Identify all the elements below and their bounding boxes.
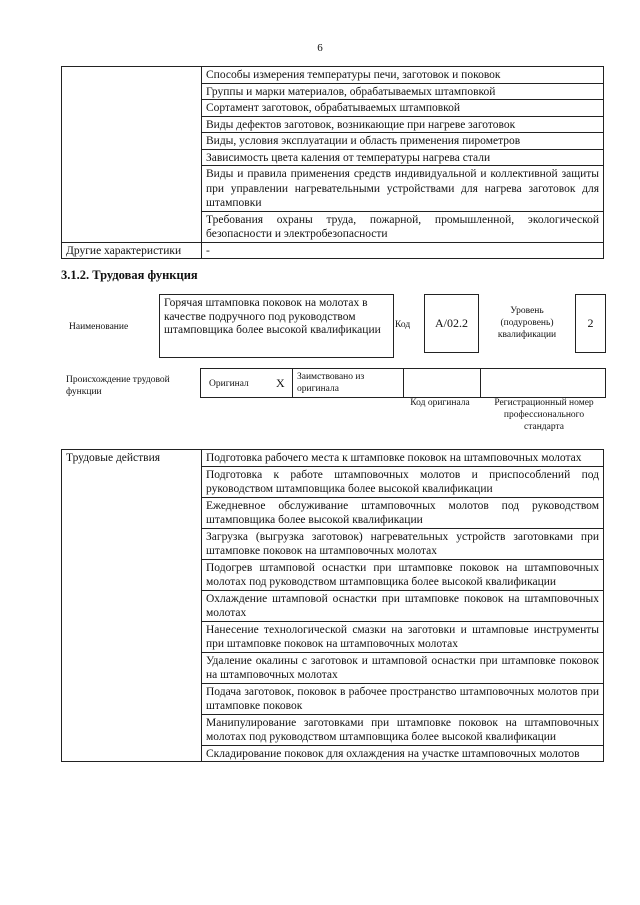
action-item: Ежедневное обслуживание штамповочных молотов под руководством штамповщика более высокой квалификации <box>202 497 604 528</box>
section-heading: 3.1.2. Трудовая функция <box>61 268 198 282</box>
page-number: 6 <box>317 42 323 54</box>
actions-table <box>61 449 604 762</box>
action-item: Охлаждение штамповой оснастки при штамповке поковок на штамповочных молотах <box>202 590 604 621</box>
name-label: Наименование <box>69 322 129 332</box>
action-item: Манипулирование заготовками при штамповке поковок на штамповочных молотах под руководством штамповщика более высокой квалификации <box>202 714 604 745</box>
divider <box>403 369 404 397</box>
origin-label: Происхождение трудовой функции <box>66 375 170 397</box>
divider <box>480 369 481 397</box>
action-item: Подогрев штамповой оснастки при штамповке поковок на штамповочных молотах под руководством штамповщика более высокой квалификации <box>202 559 604 590</box>
original-label: Оригинал <box>209 379 249 389</box>
origin-box <box>200 368 606 398</box>
action-item: Подготовка рабочего места к штамповке поковок на штамповочных молотах <box>202 450 604 467</box>
knowledge-item: Зависимость цвета каления от температуры нагрева стали <box>202 149 604 166</box>
original-mark: X <box>276 376 285 390</box>
level-label: Уровень (подуровень) квалификации <box>497 306 557 340</box>
knowledge-table <box>61 66 604 259</box>
divider <box>292 369 293 397</box>
reg-number-label: Регистрационный номер профессионального стандарта <box>494 398 594 432</box>
actions-label: Трудовые действия <box>62 450 202 762</box>
level-value: 2 <box>575 294 606 353</box>
borrowed-label: Заимствовано из оригинала <box>297 372 365 394</box>
action-item: Удаление окалины с заготовок и штамповой оснастки при штамповке поковок на штамповочных молотах <box>202 652 604 683</box>
code-original-label: Код оригинала <box>410 398 470 408</box>
other-characteristics-value: - <box>202 242 604 259</box>
other-characteristics-label: Другие характеристики <box>62 242 202 259</box>
action-item: Складирование поковок для охлаждения на участке штамповочных молотов <box>202 745 604 762</box>
action-item: Подготовка к работе штамповочных молотов и приспособлений под руководством штамповщика более высокой квалификации <box>202 466 604 497</box>
knowledge-item: Способы измерения температуры печи, заготовок и поковок <box>202 67 604 84</box>
action-item: Загрузка (выгрузка заготовок) нагревательных устройств заготовками при штамповке поковок на штамповочных молотах <box>202 528 604 559</box>
knowledge-item: Виды, условия эксплуатации и область применения пирометров <box>202 133 604 150</box>
knowledge-item: Виды и правила применения средств индивидуальной и коллективной защиты при управлении нагревательными устройствами для нагрева заготовок для штамповки <box>202 166 604 212</box>
empty-label-cell <box>62 67 202 243</box>
function-name-value: Горячая штамповка поковок на молотах в качестве подручного под руководством штамповщика более высокой квалификации <box>159 294 394 358</box>
knowledge-item: Требования охраны труда, пожарной, промышленной, экологической безопасности и электробезопасности <box>202 211 604 242</box>
action-item: Нанесение технологической смазки на заготовки и штамповые инструменты при штамповке поковок на штамповочных молотах <box>202 621 604 652</box>
code-value: A/02.2 <box>424 294 479 353</box>
code-label: Код <box>395 320 411 330</box>
action-item: Подача заготовок, поковок в рабочее пространство штамповочных молотов при штамповке поковок <box>202 683 604 714</box>
knowledge-item: Группы и марки материалов, обрабатываемых штамповкой <box>202 83 604 100</box>
knowledge-item: Сортамент заготовок, обрабатываемых штамповкой <box>202 100 604 117</box>
knowledge-item: Виды дефектов заготовок, возникающие при нагреве заготовок <box>202 116 604 133</box>
